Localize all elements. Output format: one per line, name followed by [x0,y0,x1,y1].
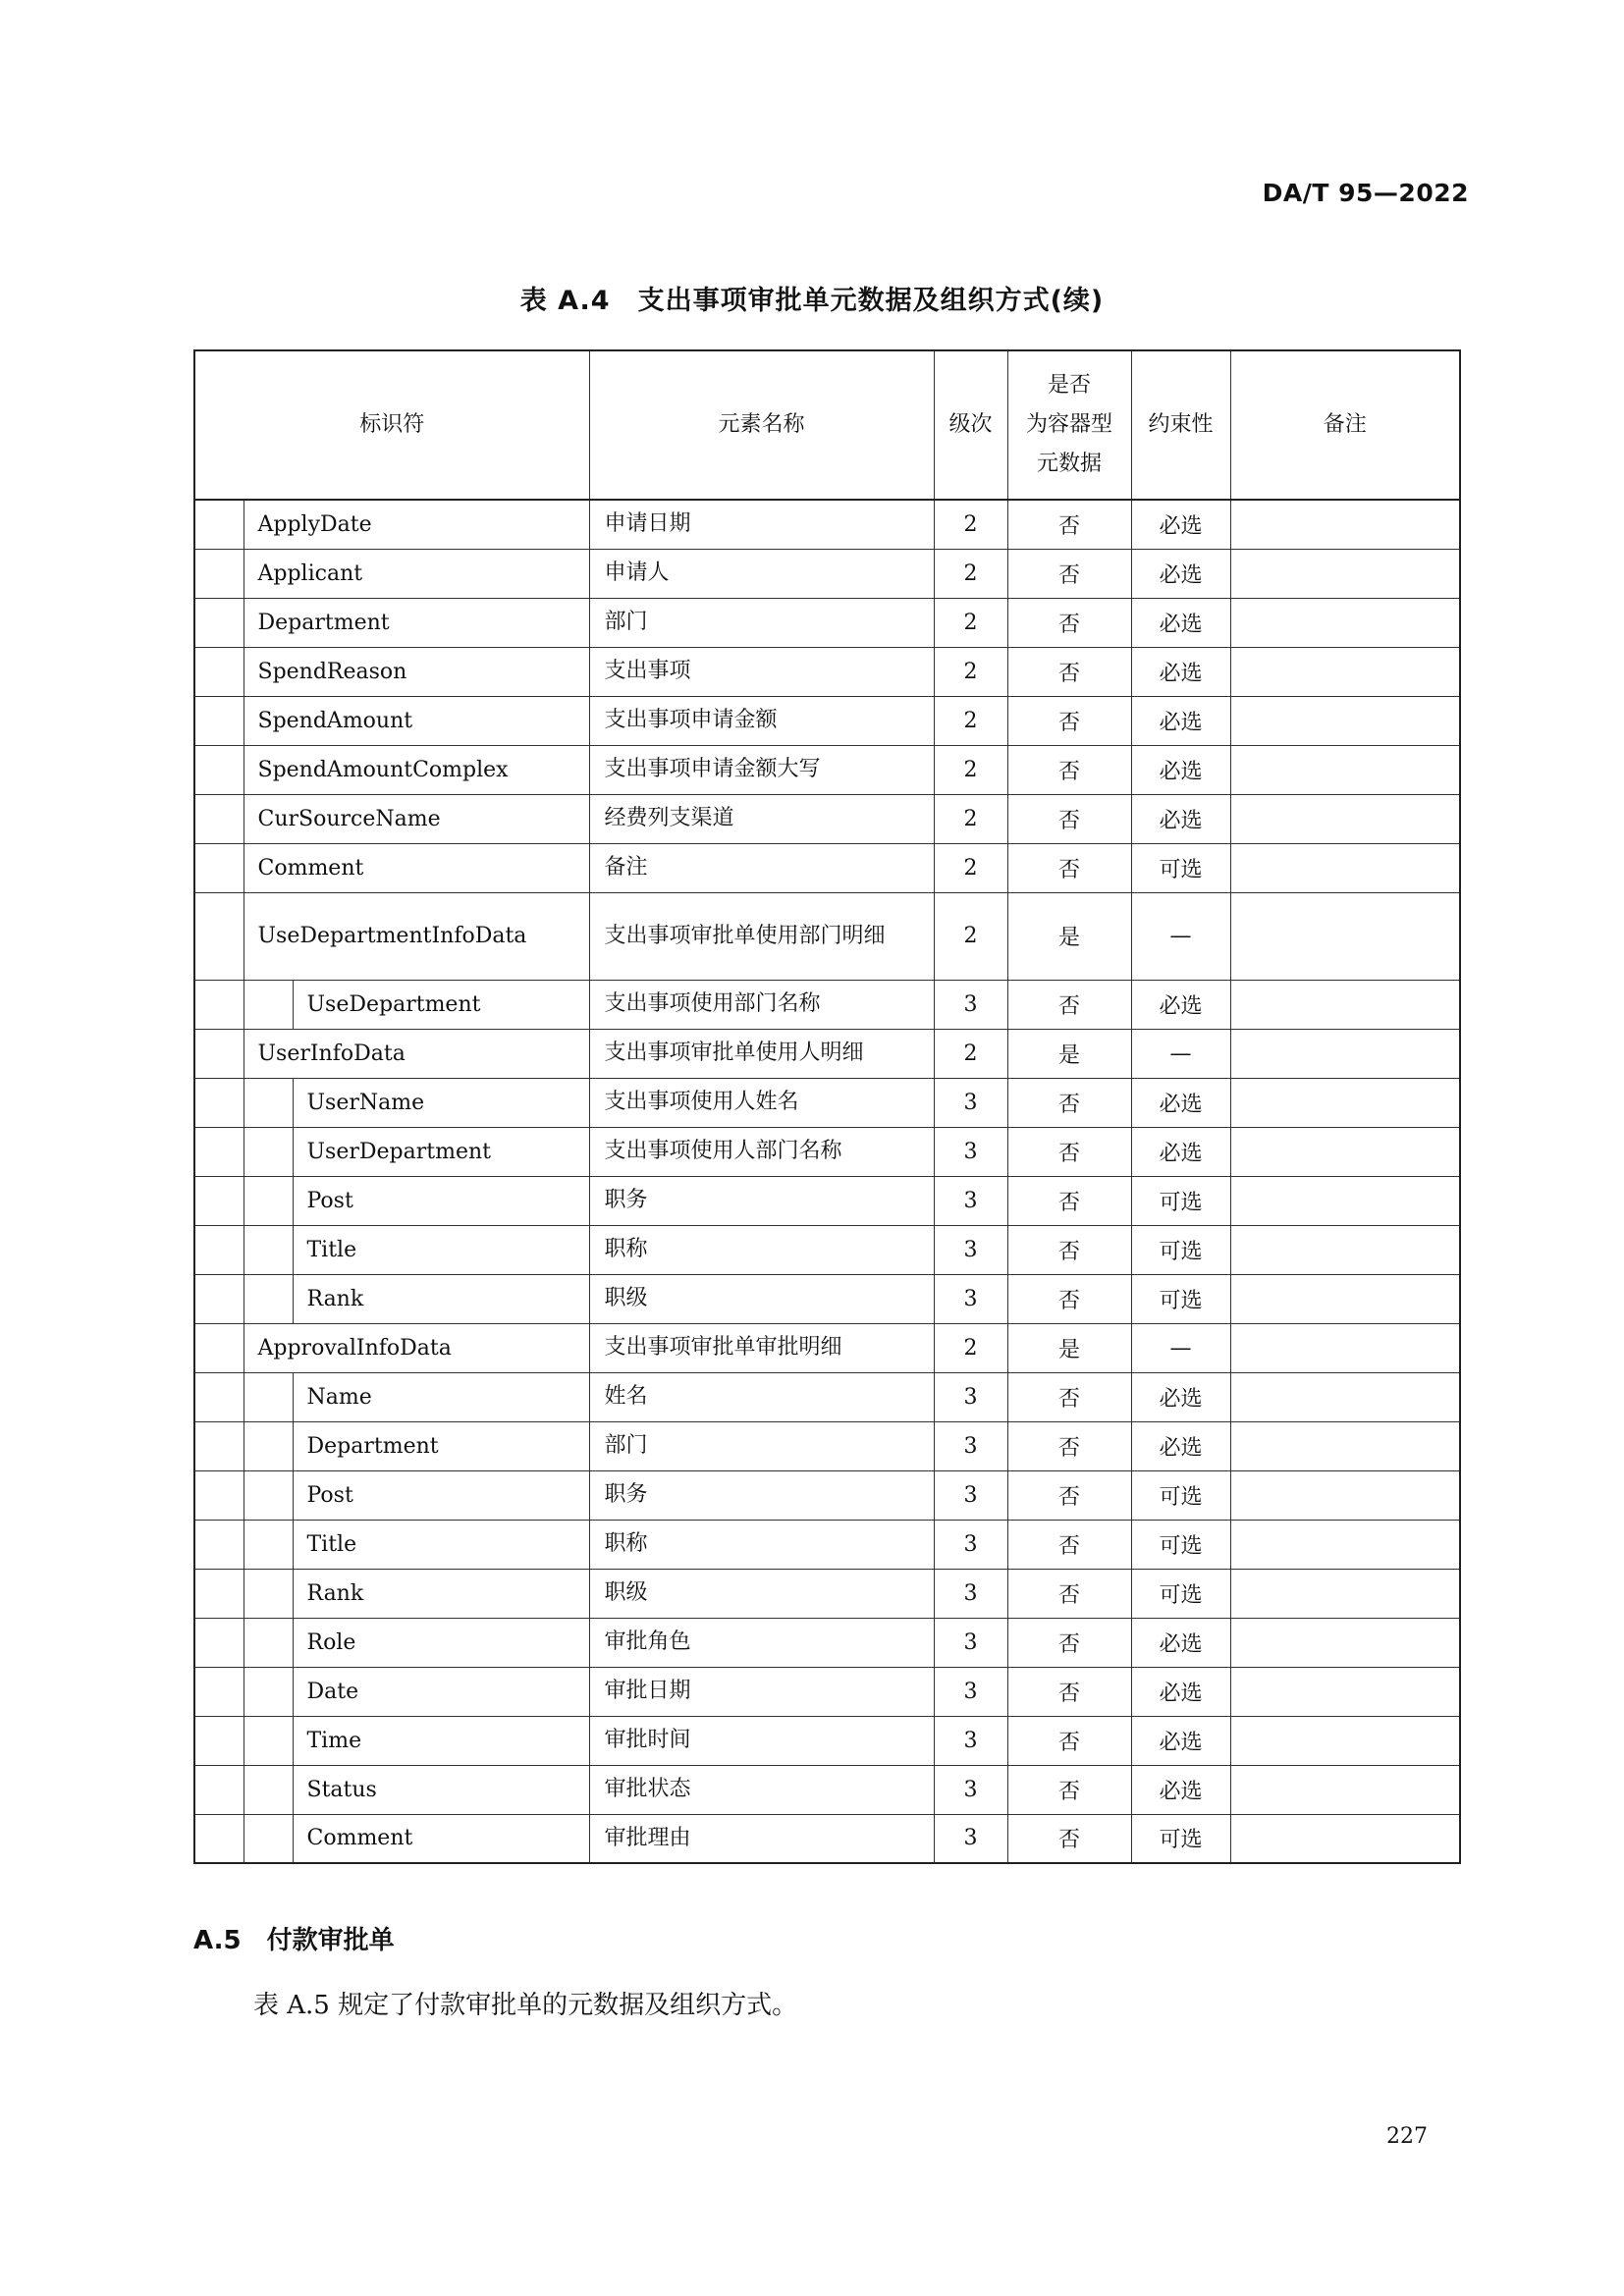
constraint-cell: 必选 [1131,1372,1230,1421]
constraint-cell: 必选 [1131,696,1230,745]
container-cell: 是 [1007,892,1131,980]
indent-cell [194,745,244,794]
element-name-cell: 职务 [589,1470,934,1520]
remark-cell [1230,647,1460,696]
container-cell: 否 [1007,1716,1131,1765]
remark-cell [1230,1421,1460,1470]
element-name-cell: 支出事项使用部门名称 [589,980,934,1029]
indent-cell [244,1225,293,1274]
remark-cell [1230,1078,1460,1127]
identifier-cell: Comment [244,843,589,892]
level-cell: 3 [934,1127,1007,1176]
indent-cell [194,980,244,1029]
container-cell: 否 [1007,1225,1131,1274]
identifier-cell: Post [293,1176,589,1225]
indent-cell [194,1716,244,1765]
container-cell: 否 [1007,1176,1131,1225]
element-name-cell: 支出事项使用人部门名称 [589,1127,934,1176]
section-title: 付款审批单 [266,1926,395,1955]
constraint-cell: 可选 [1131,1225,1230,1274]
identifier-cell: UserInfoData [244,1029,589,1078]
page-number: 227 [1386,2124,1428,2149]
indent-cell [194,1421,244,1470]
identifier-cell: UseDepartmentInfoData [244,892,589,980]
indent-cell [244,1078,293,1127]
indent-cell [244,1765,293,1814]
level-cell: 2 [934,745,1007,794]
container-cell: 否 [1007,598,1131,647]
indent-cell [194,1618,244,1667]
constraint-cell: 必选 [1131,1716,1230,1765]
level-cell: 3 [934,1176,1007,1225]
container-cell: 否 [1007,1127,1131,1176]
table-row [194,696,1460,745]
remark-cell [1230,980,1460,1029]
level-cell: 3 [934,1078,1007,1127]
table-row [194,1814,1460,1863]
identifier-cell: Title [293,1520,589,1569]
container-cell: 否 [1007,1372,1131,1421]
remark-cell [1230,1372,1460,1421]
remark-cell [1230,1029,1460,1078]
level-cell: 3 [934,1421,1007,1470]
level-cell: 2 [934,696,1007,745]
remark-cell [1230,696,1460,745]
indent-cell [194,549,244,598]
indent-cell [244,1274,293,1323]
table-row [194,1225,1460,1274]
table-row [194,794,1460,843]
element-name-cell: 审批状态 [589,1765,934,1814]
table-row [194,1667,1460,1716]
remark-cell [1230,598,1460,647]
constraint-cell: 可选 [1131,1814,1230,1863]
table-row [194,1765,1460,1814]
table-row [194,549,1460,598]
indent-cell [244,1176,293,1225]
element-name-cell: 审批日期 [589,1667,934,1716]
level-cell: 3 [934,1667,1007,1716]
header-element-name: 元素名称 [589,350,934,500]
table-row [194,1274,1460,1323]
identifier-cell: Rank [293,1569,589,1618]
identifier-cell: Post [293,1470,589,1520]
container-cell: 否 [1007,696,1131,745]
identifier-cell: ApprovalInfoData [244,1323,589,1372]
header-container-line1: 是否 [1048,373,1092,398]
metadata-table [193,349,1461,1864]
constraint-cell: 可选 [1131,1176,1230,1225]
remark-cell [1230,1176,1460,1225]
body-paragraph: 表 A.5 规定了付款审批单的元数据及组织方式。 [253,1991,798,2020]
identifier-cell: Comment [293,1814,589,1863]
element-name-cell: 经费列支渠道 [589,794,934,843]
container-cell: 否 [1007,1520,1131,1569]
remark-cell [1230,745,1460,794]
header-identifier: 标识符 [194,350,589,500]
level-cell: 3 [934,980,1007,1029]
indent-cell [194,1176,244,1225]
constraint-cell: 必选 [1131,549,1230,598]
constraint-cell: 必选 [1131,1765,1230,1814]
identifier-cell: Date [293,1667,589,1716]
indent-cell [194,500,244,549]
element-name-cell: 备注 [589,843,934,892]
level-cell: 2 [934,500,1007,549]
container-cell: 否 [1007,1078,1131,1127]
container-cell: 否 [1007,1667,1131,1716]
indent-cell [194,647,244,696]
remark-cell [1230,1716,1460,1765]
table-row [194,1716,1460,1765]
remark-cell [1230,1765,1460,1814]
indent-cell [244,1569,293,1618]
constraint-cell: — [1131,1323,1230,1372]
remark-cell [1230,1274,1460,1323]
indent-cell [194,1569,244,1618]
container-cell: 否 [1007,1274,1131,1323]
remark-cell [1230,794,1460,843]
indent-cell [244,1618,293,1667]
remark-cell [1230,1470,1460,1520]
section-heading [193,1920,395,1956]
indent-cell [194,696,244,745]
table-row [194,1372,1460,1421]
identifier-cell: SpendAmount [244,696,589,745]
constraint-cell: 必选 [1131,1421,1230,1470]
element-name-cell: 支出事项申请金额 [589,696,934,745]
constraint-cell: 必选 [1131,647,1230,696]
section-number: A.5 [193,1926,242,1955]
indent-cell [194,1274,244,1323]
indent-cell [194,1814,244,1863]
level-cell: 3 [934,1618,1007,1667]
identifier-cell: UserDepartment [293,1127,589,1176]
identifier-cell: Department [293,1421,589,1470]
identifier-cell: Title [293,1225,589,1274]
constraint-cell: 可选 [1131,1520,1230,1569]
constraint-cell: 必选 [1131,980,1230,1029]
identifier-cell: Name [293,1372,589,1421]
indent-cell [194,1323,244,1372]
level-cell: 3 [934,1814,1007,1863]
identifier-cell: CurSourceName [244,794,589,843]
element-name-cell: 支出事项 [589,647,934,696]
element-name-cell: 职级 [589,1569,934,1618]
element-name-cell: 支出事项审批单使用人明细 [589,1029,934,1078]
constraint-cell: 必选 [1131,1127,1230,1176]
table-row [194,598,1460,647]
constraint-cell: 可选 [1131,1470,1230,1520]
identifier-cell: Role [293,1618,589,1667]
table-row [194,500,1460,549]
indent-cell [194,794,244,843]
element-name-cell: 职级 [589,1274,934,1323]
identifier-cell: ApplyDate [244,500,589,549]
table-row [194,647,1460,696]
indent-cell [194,598,244,647]
level-cell: 2 [934,794,1007,843]
table-header-row [194,350,1460,500]
indent-cell [244,1716,293,1765]
identifier-cell: SpendReason [244,647,589,696]
container-cell: 否 [1007,549,1131,598]
identifier-cell: SpendAmountComplex [244,745,589,794]
identifier-cell: Time [293,1716,589,1765]
constraint-cell: 必选 [1131,598,1230,647]
level-cell: 2 [934,1323,1007,1372]
identifier-cell: Status [293,1765,589,1814]
container-cell: 否 [1007,500,1131,549]
indent-cell [244,980,293,1029]
remark-cell [1230,549,1460,598]
element-name-cell: 申请日期 [589,500,934,549]
table-row [194,843,1460,892]
indent-cell [244,1372,293,1421]
remark-cell [1230,1520,1460,1569]
indent-cell [194,1470,244,1520]
element-name-cell: 职务 [589,1176,934,1225]
table-row [194,1520,1460,1569]
remark-cell [1230,1618,1460,1667]
identifier-cell: UseDepartment [293,980,589,1029]
level-cell: 3 [934,1274,1007,1323]
header-constraint: 约束性 [1131,350,1230,500]
element-name-cell: 支出事项申请金额大写 [589,745,934,794]
element-name-cell: 部门 [589,598,934,647]
element-name-cell: 申请人 [589,549,934,598]
indent-cell [244,1470,293,1520]
indent-cell [194,892,244,980]
container-cell: 是 [1007,1323,1131,1372]
element-name-cell: 审批理由 [589,1814,934,1863]
table-row [194,980,1460,1029]
remark-cell [1230,843,1460,892]
indent-cell [194,1765,244,1814]
level-cell: 3 [934,1225,1007,1274]
header-container [1007,350,1131,500]
container-cell: 否 [1007,1814,1131,1863]
remark-cell [1230,1667,1460,1716]
container-cell: 否 [1007,980,1131,1029]
constraint-cell: — [1131,892,1230,980]
identifier-cell: Rank [293,1274,589,1323]
table-row [194,745,1460,794]
remark-cell [1230,1323,1460,1372]
element-name-cell: 职称 [589,1225,934,1274]
indent-cell [244,1421,293,1470]
level-cell: 3 [934,1470,1007,1520]
indent-cell [194,843,244,892]
level-cell: 3 [934,1569,1007,1618]
container-cell: 否 [1007,843,1131,892]
constraint-cell: 必选 [1131,745,1230,794]
constraint-cell: 可选 [1131,843,1230,892]
indent-cell [194,1127,244,1176]
indent-cell [194,1029,244,1078]
level-cell: 2 [934,549,1007,598]
table-row [194,1323,1460,1372]
remark-cell [1230,892,1460,980]
element-name-cell: 支出事项审批单审批明细 [589,1323,934,1372]
constraint-cell: 必选 [1131,500,1230,549]
level-cell: 2 [934,892,1007,980]
header-level: 级次 [934,350,1007,500]
constraint-cell: 可选 [1131,1569,1230,1618]
table-row [194,1176,1460,1225]
container-cell: 否 [1007,1618,1131,1667]
indent-cell [244,1520,293,1569]
identifier-cell: Department [244,598,589,647]
level-cell: 3 [934,1372,1007,1421]
table-row [194,1078,1460,1127]
element-name-cell: 支出事项审批单使用部门明细 [589,892,934,980]
element-name-cell: 姓名 [589,1372,934,1421]
header-container-line2: 为容器型 [1026,412,1113,437]
remark-cell [1230,1127,1460,1176]
table-title: 表 A.4 支出事项审批单元数据及组织方式(续) [519,286,1105,316]
level-cell: 3 [934,1716,1007,1765]
container-cell: 否 [1007,794,1131,843]
indent-cell [194,1078,244,1127]
level-cell: 2 [934,647,1007,696]
indent-cell [194,1667,244,1716]
level-cell: 2 [934,1029,1007,1078]
indent-cell [244,1814,293,1863]
element-name-cell: 审批角色 [589,1618,934,1667]
level-cell: 3 [934,1520,1007,1569]
constraint-cell: 可选 [1131,1274,1230,1323]
element-name-cell: 职称 [589,1520,934,1569]
level-cell: 2 [934,843,1007,892]
table-row [194,892,1460,980]
level-cell: 2 [934,598,1007,647]
constraint-cell: 必选 [1131,1078,1230,1127]
table-row [194,1618,1460,1667]
constraint-cell: 必选 [1131,794,1230,843]
remark-cell [1230,1569,1460,1618]
identifier-cell: UserName [293,1078,589,1127]
container-cell: 否 [1007,1765,1131,1814]
indent-cell [244,1127,293,1176]
level-cell: 3 [934,1765,1007,1814]
element-name-cell: 审批时间 [589,1716,934,1765]
identifier-cell: Applicant [244,549,589,598]
remark-cell [1230,500,1460,549]
container-cell: 否 [1007,1569,1131,1618]
table-row [194,1470,1460,1520]
table-row [194,1127,1460,1176]
table-row [194,1029,1460,1078]
constraint-cell: — [1131,1029,1230,1078]
container-cell: 否 [1007,1421,1131,1470]
constraint-cell: 必选 [1131,1618,1230,1667]
header-remarks: 备注 [1230,350,1460,500]
container-cell: 否 [1007,1470,1131,1520]
element-name-cell: 支出事项使用人姓名 [589,1078,934,1127]
container-cell: 否 [1007,647,1131,696]
table-row [194,1421,1460,1470]
remark-cell [1230,1814,1460,1863]
indent-cell [244,1667,293,1716]
remark-cell [1230,1225,1460,1274]
container-cell: 是 [1007,1029,1131,1078]
constraint-cell: 必选 [1131,1667,1230,1716]
indent-cell [194,1372,244,1421]
indent-cell [194,1225,244,1274]
standard-code: DA/T 95—2022 [1262,179,1469,207]
table-row [194,1569,1460,1618]
indent-cell [194,1520,244,1569]
container-cell: 否 [1007,745,1131,794]
element-name-cell: 部门 [589,1421,934,1470]
header-container-line3: 元数据 [1037,452,1103,476]
